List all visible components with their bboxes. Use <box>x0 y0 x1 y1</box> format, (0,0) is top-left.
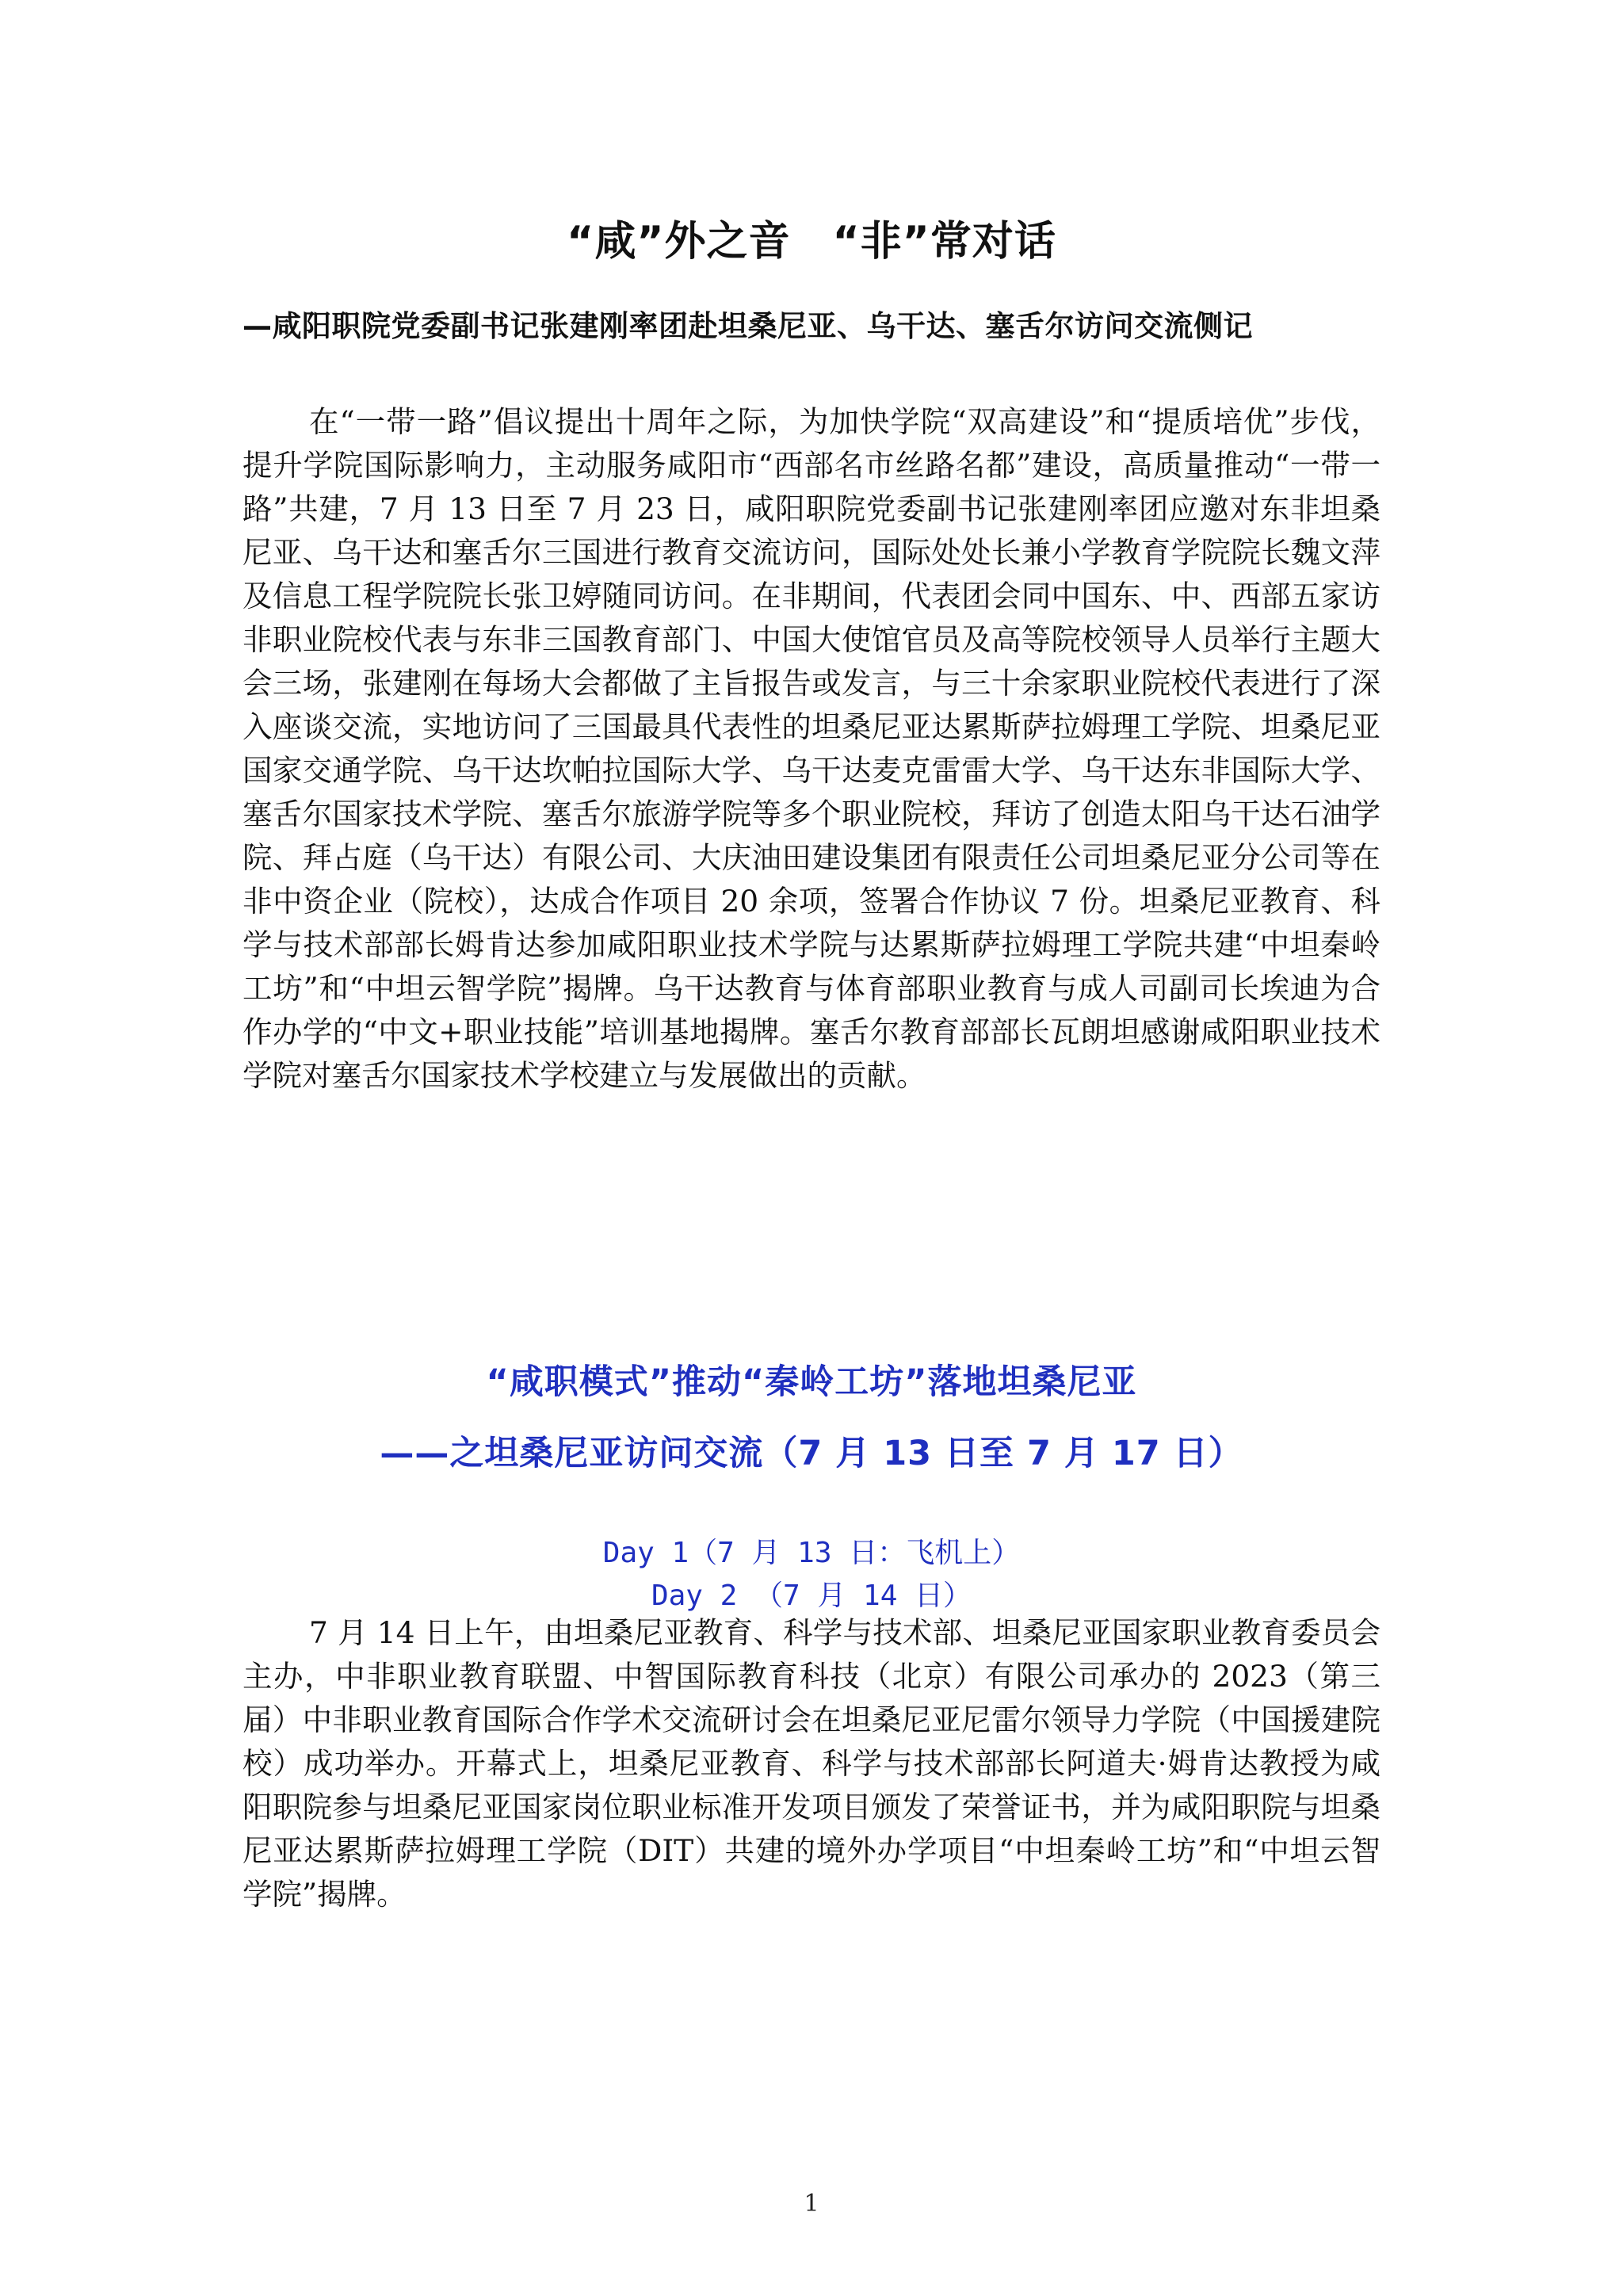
day2-heading: Day 2 （7 月 14 日） <box>651 1580 972 1612</box>
day2-paragraph: 7 月 14 日上午，由坦桑尼亚教育、科学与技术部、坦桑尼亚国家职业教育委员会主办，中非职业教育联盟、中智国际教育科技（北京）有限公司承办的 2023（第三届）中非职业教育国际合作学术交流研讨会在坦桑尼亚尼雷尔领导力学院（中国援建院校）成功举办。开幕式上，坦桑尼亚教育、科学与技术部部长阿道夫·姆肯达教授为咸阳职院参与坦桑尼亚国家岗位职业标准开发项目颁发了荣誉证书，并为咸阳职院与坦桑尼亚达累斯萨拉姆理工学院（DIT）共建的境外办学项目“中坦秦岭工坊”和“中坦云智学院”揭牌。 <box>242 1615 1381 1912</box>
intro-paragraph: 在“一带一路”倡议提出十周年之际，为加快学院“双高建设”和“提质培优”步伐，提升学院国际影响力，主动服务咸阳市“西部名市丝路名都”建设，高质量推动“一带一路”共建，7 月 13 日至 7 月 23 日，咸阳职院党委副书记张建刚率团应邀对东非坦桑尼亚、乌干达和塞舌尔三国进行教育交流访问，国际处处长兼小学教育学院院长魏文萍及信息工程学院院长张卫婷随同访问。在非期间，代表团会同中国东、中、西部五家访非职业院校代表与东非三国教育部门、中国大使馆官员及高等院校领导人员举行主题大会三场，张建刚在每场大会都做了主旨报告或发言，与三十余家职业院校代表进行了深入座谈交流，实地访问了三国最具代表性的坦桑尼亚达累斯萨拉姆理工学院、坦桑尼亚国家交通学院、乌干达坎帕拉国际大学、乌干达麦克雷雷大学、乌干达东非国际大学、塞舌尔国家技术学院、塞舌尔旅游学院等多个职业院校，拜访了创造太阳乌干达石油学院、拜占庭（乌干达）有限公司、大庆油田建设集团有限责任公司坦桑尼亚分公司等在非中资企业（院校），达成合作项目 20 余项，签署合作协议 7 份。坦桑尼亚教育、科学与技术部部长姆肯达参加咸阳职业技术学院与达累斯萨拉姆理工学院共建“中坦秦岭工坊”和“中坦云智学院”揭牌。乌干达教育与体育部职业教育与成人司副司长埃迪为合作办学的“中文+职业技能”培训基地揭牌。塞舌尔教育部部长瓦朗坦感谢咸阳职业技术学院对塞舌尔国家技术学校建立与发展做出的贡献。 <box>242 404 1381 1093</box>
page-number: 1 <box>804 2190 819 2218</box>
section-heading-tanzania: “咸职模式”推动“秦岭工坊”落地坦桑尼亚 <box>486 1362 1137 1402</box>
section-subheading-tanzania: ——之坦桑尼亚访问交流（7 月 13 日至 7 月 17 日） <box>380 1434 1243 1473</box>
page-subtitle: —咸阳职院党委副书记张建刚率团赴坦桑尼亚、乌干达、塞舌尔访问交流侧记 <box>242 309 1253 343</box>
page-title: “咸”外之音 “非”常对话 <box>567 218 1056 266</box>
day1-heading: Day 1（7 月 13 日：飞机上） <box>602 1537 1021 1569</box>
